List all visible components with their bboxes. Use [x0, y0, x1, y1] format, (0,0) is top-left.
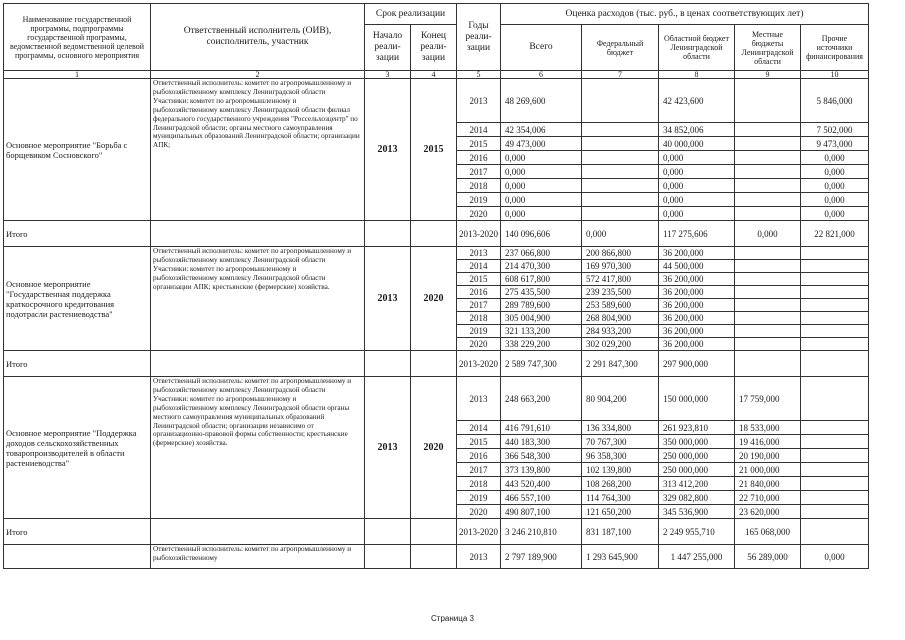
other-cell: 7 502,000 — [801, 123, 869, 137]
other-cell — [801, 286, 869, 299]
year-cell: 2020 — [457, 505, 501, 519]
regional-cell: 261 923,810 — [659, 421, 735, 435]
regional-cell: 0,000 — [659, 193, 735, 207]
col-num: 1 — [4, 71, 151, 79]
executor-text: Ответственный исполнитель: комитет по агропромышленному и рыбохозяйственному комплексу Ленинградской области Участники: комитет по агропромышленному и рыбохозяйственному комплексу Ленинградской области органы местного самоуправления муниципальных образований Ленинградской области; организации независимо от организационно-правовой формы собственности; крестьянские (фермерские) хозяйства. — [151, 377, 365, 519]
other-cell — [801, 505, 869, 519]
federal-cell: 268 804,900 — [582, 312, 659, 325]
start-year: 2013 — [365, 79, 411, 221]
local-cell: 17 759,000 — [735, 377, 801, 421]
local-cell: 21 840,000 — [735, 477, 801, 491]
federal-cell — [582, 193, 659, 207]
federal-cell — [582, 207, 659, 221]
federal-cell — [582, 179, 659, 193]
other-cell — [801, 299, 869, 312]
summary-other — [801, 519, 869, 545]
measure-name — [4, 545, 151, 569]
measure-name: Основное мероприятие "Государственная поддержка краткосрочного кредитования подотрасли растениеводства" — [4, 247, 151, 351]
other-cell — [801, 435, 869, 449]
local-cell — [735, 79, 801, 123]
total-cell: 373 139,800 — [501, 463, 582, 477]
regional-cell: 1 447 255,000 — [659, 545, 735, 569]
summary-total: 140 096,606 — [501, 221, 582, 247]
federal-cell: 572 417,800 — [582, 273, 659, 286]
local-cell — [735, 151, 801, 165]
federal-cell: 253 589,600 — [582, 299, 659, 312]
col-num: 10 — [801, 71, 869, 79]
summary-start — [365, 351, 411, 377]
local-cell — [735, 123, 801, 137]
regional-cell: 0,000 — [659, 165, 735, 179]
total-cell: 2 797 189,900 — [501, 545, 582, 569]
total-cell: 366 548,300 — [501, 449, 582, 463]
summary-start — [365, 519, 411, 545]
regional-cell: 150 000,000 — [659, 377, 735, 421]
federal-cell: 96 358,300 — [582, 449, 659, 463]
local-cell — [735, 137, 801, 151]
other-cell — [801, 477, 869, 491]
summary-executor — [151, 519, 365, 545]
summary-year: 2013-2020 — [457, 519, 501, 545]
other-cell: 0,000 — [801, 207, 869, 221]
regional-cell: 36 200,000 — [659, 312, 735, 325]
total-cell: 48 269,600 — [501, 79, 582, 123]
year-cell: 2013 — [457, 377, 501, 421]
regional-cell: 0,000 — [659, 207, 735, 221]
summary-total: 3 246 210,810 — [501, 519, 582, 545]
year-cell: 2020 — [457, 207, 501, 221]
regional-cell: 345 536,900 — [659, 505, 735, 519]
total-cell: 49 473,000 — [501, 137, 582, 151]
summary-federal: 831 187,100 — [582, 519, 659, 545]
other-cell: 0,000 — [801, 193, 869, 207]
header-executor: Ответственный исполнитель (ОИВ), соисполнитель, участник — [151, 4, 365, 71]
summary-local: 0,000 — [735, 221, 801, 247]
local-cell — [735, 247, 801, 260]
federal-cell: 284 933,200 — [582, 325, 659, 338]
year-cell: 2013 — [457, 545, 501, 569]
local-cell: 22 710,000 — [735, 491, 801, 505]
year-cell: 2019 — [457, 491, 501, 505]
budget-table — [3, 3, 869, 569]
summary-label: Итого — [4, 221, 151, 247]
summary-label: Итого — [4, 351, 151, 377]
total-cell: 0,000 — [501, 151, 582, 165]
local-cell: 56 289,000 — [735, 545, 801, 569]
executor-text: Ответственный исполнитель: комитет по агропромышленному и рыбохозяйственному комплексу Ленинградской области Участники: комитет по агропромышленному и рыбохозяйственному комплексу Ленинградской области организации АПК; крестьянские (фермерские) хозяйства. — [151, 247, 365, 351]
other-cell — [801, 421, 869, 435]
other-cell: 0,000 — [801, 545, 869, 569]
federal-cell: 70 767,300 — [582, 435, 659, 449]
header-costs: Оценка расходов (тыс. руб., в ценах соответствующих лет) — [501, 4, 869, 25]
col-num: 8 — [659, 71, 735, 79]
measure-name: Основное мероприятие "Поддержка доходов сельскохозяйственных товаропроизводителей в области растениеводства" — [4, 377, 151, 519]
total-cell: 608 617,800 — [501, 273, 582, 286]
local-cell — [735, 312, 801, 325]
summary-regional: 297 900,000 — [659, 351, 735, 377]
summary-regional: 2 249 955,710 — [659, 519, 735, 545]
year-cell: 2018 — [457, 312, 501, 325]
regional-cell: 42 423,600 — [659, 79, 735, 123]
col-num: 2 — [151, 71, 365, 79]
other-cell — [801, 449, 869, 463]
summary-row — [4, 519, 869, 545]
other-cell: 0,000 — [801, 179, 869, 193]
regional-cell: 40 000,000 — [659, 137, 735, 151]
summary-end — [411, 351, 457, 377]
header-local: Местные бюджеты Ленинградской области — [735, 25, 801, 71]
header-federal: Федеральный бюджет — [582, 25, 659, 71]
other-cell: 0,000 — [801, 165, 869, 179]
total-cell: 214 470,300 — [501, 260, 582, 273]
regional-cell: 36 200,000 — [659, 325, 735, 338]
year-cell: 2015 — [457, 435, 501, 449]
summary-other — [801, 351, 869, 377]
year-cell: 2020 — [457, 338, 501, 351]
start-year: 2013 — [365, 247, 411, 351]
federal-cell — [582, 79, 659, 123]
local-cell — [735, 207, 801, 221]
other-cell — [801, 377, 869, 421]
total-cell: 0,000 — [501, 165, 582, 179]
regional-cell: 36 200,000 — [659, 247, 735, 260]
regional-cell: 313 412,200 — [659, 477, 735, 491]
local-cell: 23 620,000 — [735, 505, 801, 519]
total-cell: 321 133,200 — [501, 325, 582, 338]
summary-end — [411, 519, 457, 545]
local-cell — [735, 165, 801, 179]
total-cell: 248 663,200 — [501, 377, 582, 421]
summary-federal: 0,000 — [582, 221, 659, 247]
year-cell: 2017 — [457, 165, 501, 179]
other-cell — [801, 273, 869, 286]
other-cell — [801, 463, 869, 477]
local-cell: 19 416,000 — [735, 435, 801, 449]
local-cell — [735, 338, 801, 351]
col-num: 4 — [411, 71, 457, 79]
federal-cell: 169 970,300 — [582, 260, 659, 273]
year-cell: 2016 — [457, 449, 501, 463]
regional-cell: 36 200,000 — [659, 299, 735, 312]
summary-row — [4, 351, 869, 377]
summary-federal: 2 291 847,300 — [582, 351, 659, 377]
year-cell: 2017 — [457, 299, 501, 312]
header-other: Прочие источники финансирования — [801, 25, 869, 71]
summary-executor — [151, 351, 365, 377]
header-end: Конец реали-зации — [411, 25, 457, 71]
year-cell: 2019 — [457, 325, 501, 338]
summary-total: 2 589 747,300 — [501, 351, 582, 377]
header-years: Годы реали-зации — [457, 4, 501, 71]
local-cell: 18 533,000 — [735, 421, 801, 435]
summary-label: Итого — [4, 519, 151, 545]
other-cell: 5 846,000 — [801, 79, 869, 123]
other-cell — [801, 312, 869, 325]
other-cell: 9 473,000 — [801, 137, 869, 151]
regional-cell: 44 500,000 — [659, 260, 735, 273]
total-cell: 490 807,100 — [501, 505, 582, 519]
total-cell: 275 435,500 — [501, 286, 582, 299]
summary-year: 2013-2020 — [457, 221, 501, 247]
year-cell: 2014 — [457, 421, 501, 435]
local-cell — [735, 286, 801, 299]
total-cell: 440 183,300 — [501, 435, 582, 449]
total-cell: 289 789,600 — [501, 299, 582, 312]
year-cell: 2016 — [457, 151, 501, 165]
other-cell — [801, 260, 869, 273]
total-cell: 0,000 — [501, 193, 582, 207]
year-cell: 2013 — [457, 247, 501, 260]
regional-cell: 250 000,000 — [659, 463, 735, 477]
header-row-1 — [4, 4, 869, 25]
federal-cell — [582, 137, 659, 151]
federal-cell: 136 334,800 — [582, 421, 659, 435]
end-year: 2015 — [411, 79, 457, 221]
federal-cell: 200 866,800 — [582, 247, 659, 260]
local-cell — [735, 325, 801, 338]
margin-marks — [888, 250, 902, 390]
total-cell: 443 520,400 — [501, 477, 582, 491]
regional-cell: 250 000,000 — [659, 449, 735, 463]
local-cell — [735, 260, 801, 273]
regional-cell: 350 000,000 — [659, 435, 735, 449]
other-cell — [801, 491, 869, 505]
table-row — [4, 545, 869, 569]
end-year: 2020 — [411, 377, 457, 519]
regional-cell: 36 200,000 — [659, 338, 735, 351]
table-row — [4, 247, 869, 260]
total-cell: 416 791,610 — [501, 421, 582, 435]
end-year: 2020 — [411, 247, 457, 351]
federal-cell: 114 764,300 — [582, 491, 659, 505]
federal-cell: 108 268,200 — [582, 477, 659, 491]
header-period: Срок реализации — [365, 4, 457, 25]
regional-cell: 36 200,000 — [659, 286, 735, 299]
start-year: 2013 — [365, 377, 411, 519]
total-cell: 466 557,100 — [501, 491, 582, 505]
summary-regional: 117 275,606 — [659, 221, 735, 247]
col-num: 9 — [735, 71, 801, 79]
measure-name: Основное мероприятие "Борьба с борщевиком Сосновского" — [4, 79, 151, 221]
local-cell: 21 000,000 — [735, 463, 801, 477]
summary-local: 165 068,000 — [735, 519, 801, 545]
year-cell: 2019 — [457, 193, 501, 207]
summary-year: 2013-2020 — [457, 351, 501, 377]
col-num: 3 — [365, 71, 411, 79]
local-cell — [735, 299, 801, 312]
total-cell: 0,000 — [501, 179, 582, 193]
col-num: 5 — [457, 71, 501, 79]
year-cell: 2014 — [457, 260, 501, 273]
federal-cell — [582, 123, 659, 137]
year-cell: 2015 — [457, 137, 501, 151]
other-cell: 0,000 — [801, 151, 869, 165]
local-cell — [735, 179, 801, 193]
summary-executor — [151, 221, 365, 247]
local-cell — [735, 193, 801, 207]
executor-text: Ответственный исполнитель: комитет по агропромышленному и рыбохозяйственному комплексу Ленинградской области Участники: комитет по агропромышленному и рыбохозяйственному комплексу Ленинградской области филиал федерального государственного учреждения "Россельхозцентр" по Ленинградской области; органы местного самоуправления муниципальных образований Ленинградской области; организации АПК; — [151, 79, 365, 221]
start-year — [365, 545, 411, 569]
regional-cell: 34 852,006 — [659, 123, 735, 137]
total-cell: 305 004,900 — [501, 312, 582, 325]
other-cell — [801, 247, 869, 260]
federal-cell: 302 029,200 — [582, 338, 659, 351]
federal-cell: 1 293 645,900 — [582, 545, 659, 569]
year-cell: 2015 — [457, 273, 501, 286]
regional-cell: 36 200,000 — [659, 273, 735, 286]
page-number: Страница 3 — [431, 614, 474, 623]
regional-cell: 0,000 — [659, 151, 735, 165]
year-cell: 2017 — [457, 463, 501, 477]
budget-document — [3, 3, 869, 569]
table-row — [4, 377, 869, 421]
federal-cell: 239 235,500 — [582, 286, 659, 299]
summary-local — [735, 351, 801, 377]
federal-cell — [582, 151, 659, 165]
regional-cell: 0,000 — [659, 179, 735, 193]
year-cell: 2018 — [457, 179, 501, 193]
executor-text: Ответственный исполнитель: комитет по агропромышленному и рыбохозяйственному — [151, 545, 365, 569]
col-num: 7 — [582, 71, 659, 79]
other-cell — [801, 325, 869, 338]
federal-cell: 80 904,200 — [582, 377, 659, 421]
total-cell: 0,000 — [501, 207, 582, 221]
total-cell: 42 354,006 — [501, 123, 582, 137]
header-start: Начало реали-зации — [365, 25, 411, 71]
summary-other: 22 821,000 — [801, 221, 869, 247]
header-program: Наименование государственной программы, подпрограммы государственной программы, ведомственной ведомственной целевой программы, основного мероприятия — [4, 4, 151, 71]
total-cell: 237 066,800 — [501, 247, 582, 260]
local-cell: 20 190,000 — [735, 449, 801, 463]
header-total: Всего — [501, 25, 582, 71]
col-num: 6 — [501, 71, 582, 79]
year-cell: 2018 — [457, 477, 501, 491]
summary-start — [365, 221, 411, 247]
end-year — [411, 545, 457, 569]
federal-cell: 121 650,200 — [582, 505, 659, 519]
year-cell: 2014 — [457, 123, 501, 137]
column-number-row — [4, 71, 869, 79]
federal-cell: 102 139,800 — [582, 463, 659, 477]
year-cell: 2013 — [457, 79, 501, 123]
summary-end — [411, 221, 457, 247]
local-cell — [735, 273, 801, 286]
table-row — [4, 79, 869, 123]
total-cell: 338 229,200 — [501, 338, 582, 351]
regional-cell: 329 082,800 — [659, 491, 735, 505]
year-cell: 2016 — [457, 286, 501, 299]
federal-cell — [582, 165, 659, 179]
other-cell — [801, 338, 869, 351]
header-regional: Областной бюджет Ленинградской области — [659, 25, 735, 71]
summary-row — [4, 221, 869, 247]
